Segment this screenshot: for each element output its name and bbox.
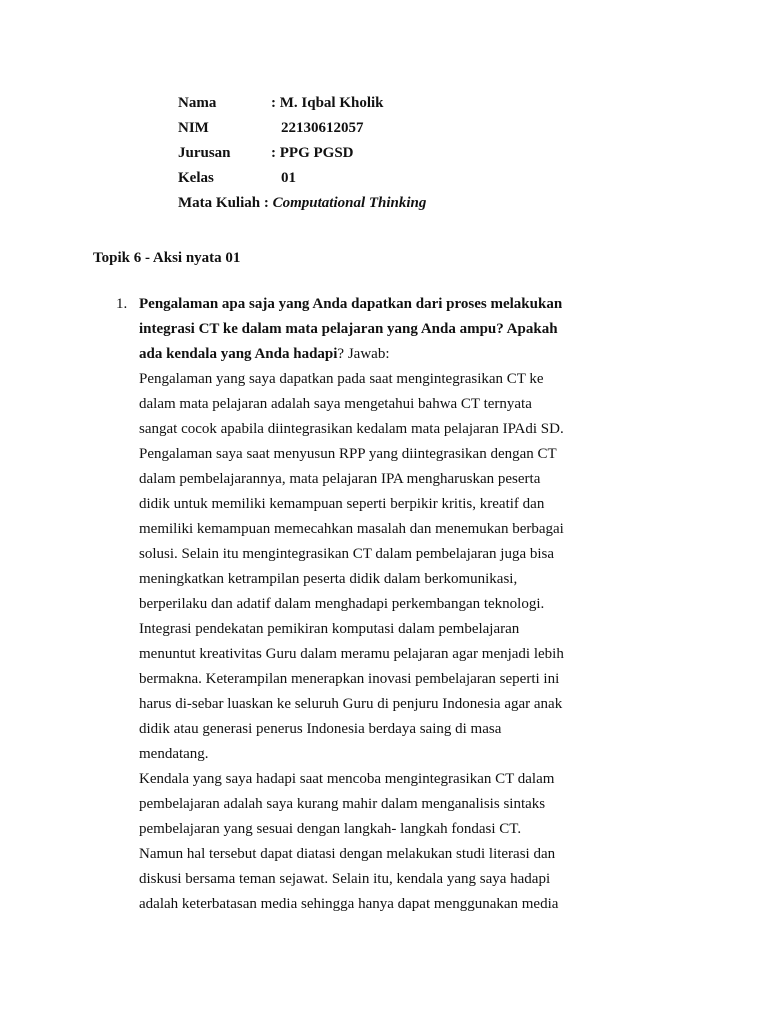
answer-line: pembelajaran adalah saya kurang mahir dalam menganalisis sintaks xyxy=(139,796,546,812)
jurusan-value: : PPG PGSD xyxy=(271,145,354,161)
jurusan-label: Jurusan xyxy=(178,145,231,161)
question-bold-part: ada kendala yang Anda hadapi xyxy=(139,346,338,362)
kelas-label: Kelas xyxy=(178,170,214,186)
answer-line: memiliki kemampuan memecahkan masalah dan menemukan berbagai xyxy=(139,521,564,537)
answer-line: menuntut kreativitas Guru dalam meramu pelajaran agar menjadi lebih xyxy=(139,646,564,662)
answer-line: diskusi bersama teman sejawat. Selain itu, kendala yang saya hadapi xyxy=(139,871,551,887)
answer-line: sangat cocok apabila diintegrasikan kedalam mata pelajaran IPAdi SD. xyxy=(139,421,564,437)
question-line-last xyxy=(139,342,584,367)
topic-title: Topik 6 - Aksi nyata 01 xyxy=(93,250,241,266)
answer-line: dalam pembelajarannya, mata pelajaran IPA mengharuskan peserta xyxy=(139,471,541,487)
answer-line: meningkatkan ketrampilan peserta didik dalam berkomunikasi, xyxy=(139,571,518,587)
nim-label: NIM xyxy=(178,120,209,136)
answer-line: berperilaku dan adatif dalam menghadapi perkembangan teknologi. xyxy=(139,596,545,612)
answer-line: Pengalaman yang saya dapatkan pada saat mengintegrasikan CT ke xyxy=(139,371,544,387)
question-line: Pengalaman apa saja yang Anda dapatkan dari proses melakukan xyxy=(139,296,563,312)
answer-line: Pengalaman saya saat menyusun RPP yang diintegrasikan dengan CT xyxy=(139,446,557,462)
question-answer-block xyxy=(139,292,584,917)
answer-line: dalam mata pelajaran adalah saya mengetahui bahwa CT ternyata xyxy=(139,396,532,412)
info-row-nim xyxy=(178,116,426,141)
list-number: 1. xyxy=(116,296,128,312)
answer-line: solusi. Selain itu mengintegrasikan CT dalam pembelajaran juga bisa xyxy=(139,546,555,562)
mata-kuliah-label: Mata Kuliah : xyxy=(178,195,273,211)
nama-value: : M. Iqbal Kholik xyxy=(271,95,384,111)
answer-line: bermakna. Keterampilan menerapkan inovasi pembelajaran seperti ini xyxy=(139,671,560,687)
answer-line: mendatang. xyxy=(139,746,209,762)
answer-line: didik atau generasi penerus Indonesia berdaya saing di masa xyxy=(139,721,502,737)
nama-label: Nama xyxy=(178,95,217,111)
answer-line: pembelajaran yang sesuai dengan langkah- langkah fondasi CT. xyxy=(139,821,522,837)
info-row-nama xyxy=(178,91,426,116)
info-row-mata-kuliah xyxy=(178,191,426,216)
answer-line: Kendala yang saya hadapi saat mencoba mengintegrasikan CT dalam xyxy=(139,771,555,787)
answer-line: didik untuk memiliki kemampuan seperti berpikir kritis, kreatif dan xyxy=(139,496,545,512)
answer-line: adalah keterbatasan media sehingga hanya dapat menggunakan media xyxy=(139,896,559,912)
mata-kuliah-value: Computational Thinking xyxy=(272,195,427,211)
kelas-value: 01 xyxy=(281,170,296,186)
answer-line: Namun hal tersebut dapat diatasi dengan melakukan studi literasi dan xyxy=(139,846,556,862)
info-row-kelas xyxy=(178,166,426,191)
question-line: integrasi CT ke dalam mata pelajaran yang Anda ampu? Apakah xyxy=(139,321,558,337)
answer-line: harus di-sebar luaskan ke seluruh Guru di penjuru Indonesia agar anak xyxy=(139,696,563,712)
question-rest-part: ? Jawab: xyxy=(337,346,390,362)
answer-paragraph xyxy=(139,367,584,917)
answer-line: Integrasi pendekatan pemikiran komputasi dalam pembelajaran xyxy=(139,621,520,637)
nim-value: 22130612057 xyxy=(281,120,364,136)
info-row-jurusan xyxy=(178,141,426,166)
student-info-block xyxy=(178,91,426,216)
